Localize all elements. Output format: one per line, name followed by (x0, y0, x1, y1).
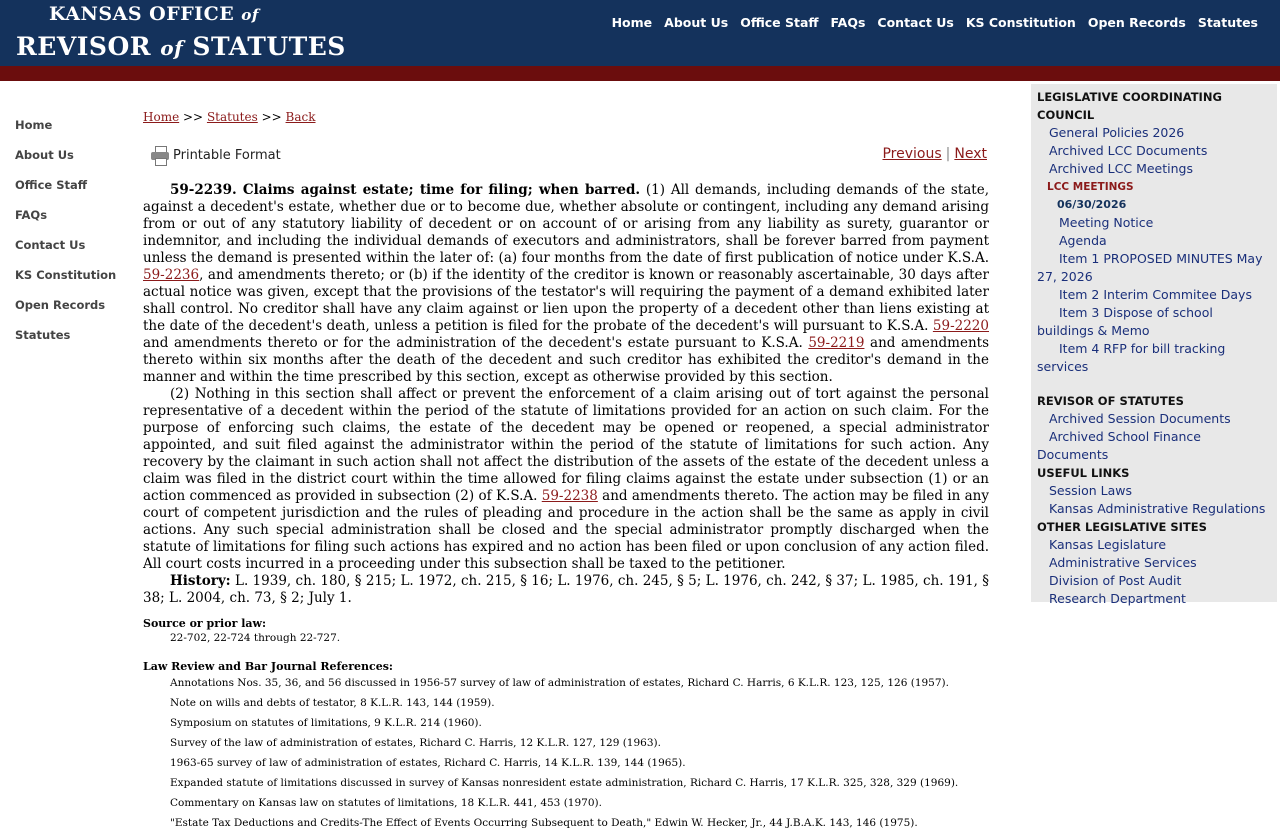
prev-next (882, 146, 987, 162)
left-sidebar (15, 118, 135, 358)
sidebar-item-about-us[interactable]: About Us (15, 148, 74, 162)
lcc-meetings-heading: LCC MEETINGS (1047, 181, 1134, 193)
sidebar-item-home[interactable]: Home (15, 118, 53, 132)
lcc-link-general-policies[interactable]: General Policies 2026 (1049, 125, 1185, 140)
sidebar-item-contact-us[interactable]: Contact Us (15, 238, 86, 252)
other-sites-heading: OTHER LEGISLATIVE SITES (1037, 520, 1207, 534)
meeting-link-item-2[interactable]: Item 2 Interim Commitee Days (1059, 287, 1252, 302)
statute-text-part: and amendments thereto or for the administration of the decedent's estate pursuant to K.S.A. (143, 335, 809, 351)
statute-text-part: , and amendments thereto; or (b) if the identity of the creditor is known or reasonably ascertainable, 30 days after actual notice was given, except that the provisions of the testator's will requiring the payment of a demand exhibited later shall control. No creditor shall have any claim against or lien upon the property of a decedent other than liens existing at the date of the decedent's death, unless a petition is filed for the probate of the decedent's will pursuant to K.S.A. (143, 267, 989, 334)
source-section (143, 617, 989, 646)
breadcrumb-sep: >> (183, 110, 204, 124)
sidebar-item-faqs[interactable]: FAQs (15, 208, 48, 222)
revisor-heading: REVISOR OF STATUTES (1037, 394, 1184, 408)
next-link[interactable]: Next (954, 146, 987, 162)
printer-icon (151, 146, 169, 164)
useful-link-kar[interactable]: Kansas Administrative Regulations (1049, 501, 1266, 516)
statute-link-59-2219[interactable]: 59-2219 (808, 335, 865, 351)
breadcrumb (143, 110, 989, 124)
law-review-heading: Law Review and Bar Journal References: (143, 660, 393, 673)
topnav-contact-us[interactable]: Contact Us (877, 15, 954, 30)
history-text: L. 1939, ch. 180, § 215; L. 1972, ch. 215, § 16; L. 1976, ch. 245, § 5; L. 1976, ch. 242, § 37; L. 1985, ch. 191, § 38; L. 2004, ch. 73, § 2; July 1. (143, 573, 989, 606)
law-review-item: "Estate Tax Deductions and Credits-The Effect of Events Occurring Subsequent to Death," Edwin W. Hecker, Jr., 44 J.B.A.K. 143, 146 (1975). (170, 817, 918, 829)
right-sidebar (1031, 84, 1277, 606)
logo-text-4: of (160, 36, 184, 60)
statute-link-59-2236[interactable]: 59-2236 (143, 267, 200, 283)
top-nav (612, 15, 1258, 30)
meeting-link-item-3[interactable]: Item 3 Dispose of school buildings & Memo (1037, 305, 1213, 338)
law-review-item: Commentary on Kansas law on statutes of limitations, 18 K.L.R. 441, 453 (1970). (170, 797, 602, 809)
statute-text (143, 182, 989, 607)
useful-links-heading: USEFUL LINKS (1037, 466, 1130, 480)
statute-text-part: (2) Nothing in this section shall affect or prevent the enforcement of a claim arising out of tort against the personal representative of a decedent within the period of the statute of limitations provided for an action on such claim. For the purpose of enforcing such claims, the estate of the decedent may be opened or reopened, a special administrator appointed, and suit filed against the administrator within the period of the statute of limitations for such action. Any recovery by the claimant in such action shall not affect the distribution of the assets of the estate of the decedent unless a claim was filed in the district court within the time allowed for filing claims against the estate under subsection (1) or an action commenced as provided in subsection (2) of K.S.A. (143, 386, 989, 504)
meeting-link-agenda[interactable]: Agenda (1059, 233, 1107, 248)
statute-link-59-2238[interactable]: 59-2238 (541, 488, 598, 504)
logo-text-2: of (241, 6, 259, 24)
breadcrumb-sep: >> (261, 110, 282, 124)
sidebar-item-open-records[interactable]: Open Records (15, 298, 106, 312)
other-link-admin-services[interactable]: Administrative Services (1049, 555, 1197, 570)
other-link-post-audit[interactable]: Division of Post Audit (1049, 573, 1182, 588)
law-review-section (143, 660, 989, 833)
other-link-research[interactable]: Research Department (1049, 591, 1186, 606)
breadcrumb-statutes[interactable]: Statutes (206, 110, 258, 124)
topnav-office-staff[interactable]: Office Staff (740, 15, 819, 30)
useful-link-session-laws[interactable]: Session Laws (1049, 483, 1133, 498)
law-review-item: Symposium on statutes of limitations, 9 K.L.R. 214 (1960). (170, 717, 482, 729)
statute-paragraph-2 (143, 386, 989, 573)
printable-format-link[interactable] (151, 146, 281, 164)
statute-paragraph-1 (143, 182, 989, 386)
main-content (143, 110, 989, 833)
law-review-item: 1963-65 survey of law of administration of estates, Richard C. Harris, 14 K.L.R. 139, 144 (1965). (170, 757, 686, 769)
sidebar-item-ks-constitution[interactable]: KS Constitution (15, 268, 117, 282)
revisor-link-school-finance[interactable]: Archived School Finance Documents (1037, 429, 1201, 462)
topnav-about-us[interactable]: About Us (664, 15, 729, 30)
other-link-legislature[interactable]: Kansas Legislature (1049, 537, 1167, 552)
printable-format-label: Printable Format (173, 147, 281, 163)
logo-text-5: STATUTES (183, 32, 346, 61)
site-logo[interactable] (16, 2, 346, 64)
logo-text-1: KANSAS OFFICE (49, 3, 242, 25)
logo-text-3: REVISOR (16, 32, 161, 61)
meeting-link-notice[interactable]: Meeting Notice (1059, 215, 1154, 230)
history-label: History: (170, 573, 231, 589)
law-review-item: Annotations Nos. 35, 36, and 56 discussed in 1956-57 survey of law of administration of estates, Richard C. Harris, 6 K.L.R. 123, 125, 126 (1957). (170, 677, 949, 689)
topnav-home[interactable]: Home (611, 15, 653, 30)
topnav-faqs[interactable]: FAQs (830, 15, 866, 30)
meeting-link-item-1[interactable]: Item 1 PROPOSED MINUTES May 27, 2026 (1037, 251, 1263, 284)
statute-text-part: (1) All demands, including demands of the state, against a decedent's estate, whether due or to become due, whether absolute or contingent, including any demand arising from or out of any statutory liability of decedent or on account of or arising from any liability as surety, guarantor or indemnitor, and including the individual demands of executors and administrators, shall be forever barred from payment unless the demand is presented within the later of: (a) four months from the date of first publication of notice under K.S.A. (143, 182, 990, 266)
lcc-link-archived-meetings[interactable]: Archived LCC Meetings (1049, 161, 1193, 176)
sidebar-item-statutes[interactable]: Statutes (15, 328, 71, 342)
sidebar-item-office-staff[interactable]: Office Staff (15, 178, 88, 192)
revisor-link-session-docs[interactable]: Archived Session Documents (1049, 411, 1231, 426)
statute-link-59-2220[interactable]: 59-2220 (932, 318, 989, 334)
topnav-statutes[interactable]: Statutes (1197, 15, 1258, 30)
prev-next-divider: | (945, 146, 951, 162)
topnav-open-records[interactable]: Open Records (1087, 15, 1186, 30)
lcc-heading: LEGISLATIVE COORDINATING COUNCIL (1037, 90, 1222, 122)
lcc-link-archived-documents[interactable]: Archived LCC Documents (1049, 143, 1208, 158)
previous-link[interactable]: Previous (882, 146, 942, 162)
source-text: 22-702, 22-724 through 22-727. (170, 632, 341, 644)
law-review-item: Note on wills and debts of testator, 8 K.L.R. 143, 144 (1959). (170, 697, 495, 709)
law-review-item: Survey of the law of administration of estates, Richard C. Harris, 12 K.L.R. 127, 129 (1963). (170, 737, 661, 749)
site-header (0, 0, 1280, 66)
law-review-item: Expanded statute of limitations discussed in survey of Kansas nonresident estate administration, Richard C. Harris, 17 K.L.R. 325, 328, 329 (1969). (170, 777, 959, 789)
breadcrumb-back[interactable]: Back (285, 110, 316, 124)
source-heading: Source or prior law: (143, 617, 267, 630)
meeting-date: 06/30/2026 (1057, 198, 1127, 211)
statute-history (143, 573, 989, 607)
statute-toolbar (143, 140, 989, 176)
statute-text-part: and amendments thereto within six months after the death of the decedent and such creditor has exhibited the creditor's demand in the manner and within the time prescribed by this section, except as otherwise provided by this section. (143, 335, 989, 385)
statute-text-part: and amendments thereto. The action may be filed in any court of competent jurisdiction and the rules of pleading and procedure in the action shall be the same as apply in civil actions. Any such special administration shall be closed and the special administrator promptly discharged when the statute of limitations for filing such actions has expired and no action has been filed or upon conclusion of any action filed. All court costs incurred in a proceeding under this subsection shall be taxed to the petitioner. (143, 488, 989, 572)
statute-title: 59-2239. Claims against estate; time for filing; when barred. (170, 182, 641, 198)
topnav-ks-constitution[interactable]: KS Constitution (965, 15, 1076, 30)
meeting-link-item-4[interactable]: Item 4 RFP for bill tracking services (1037, 341, 1226, 374)
header-band (0, 66, 1280, 81)
breadcrumb-home[interactable]: Home (143, 110, 180, 124)
